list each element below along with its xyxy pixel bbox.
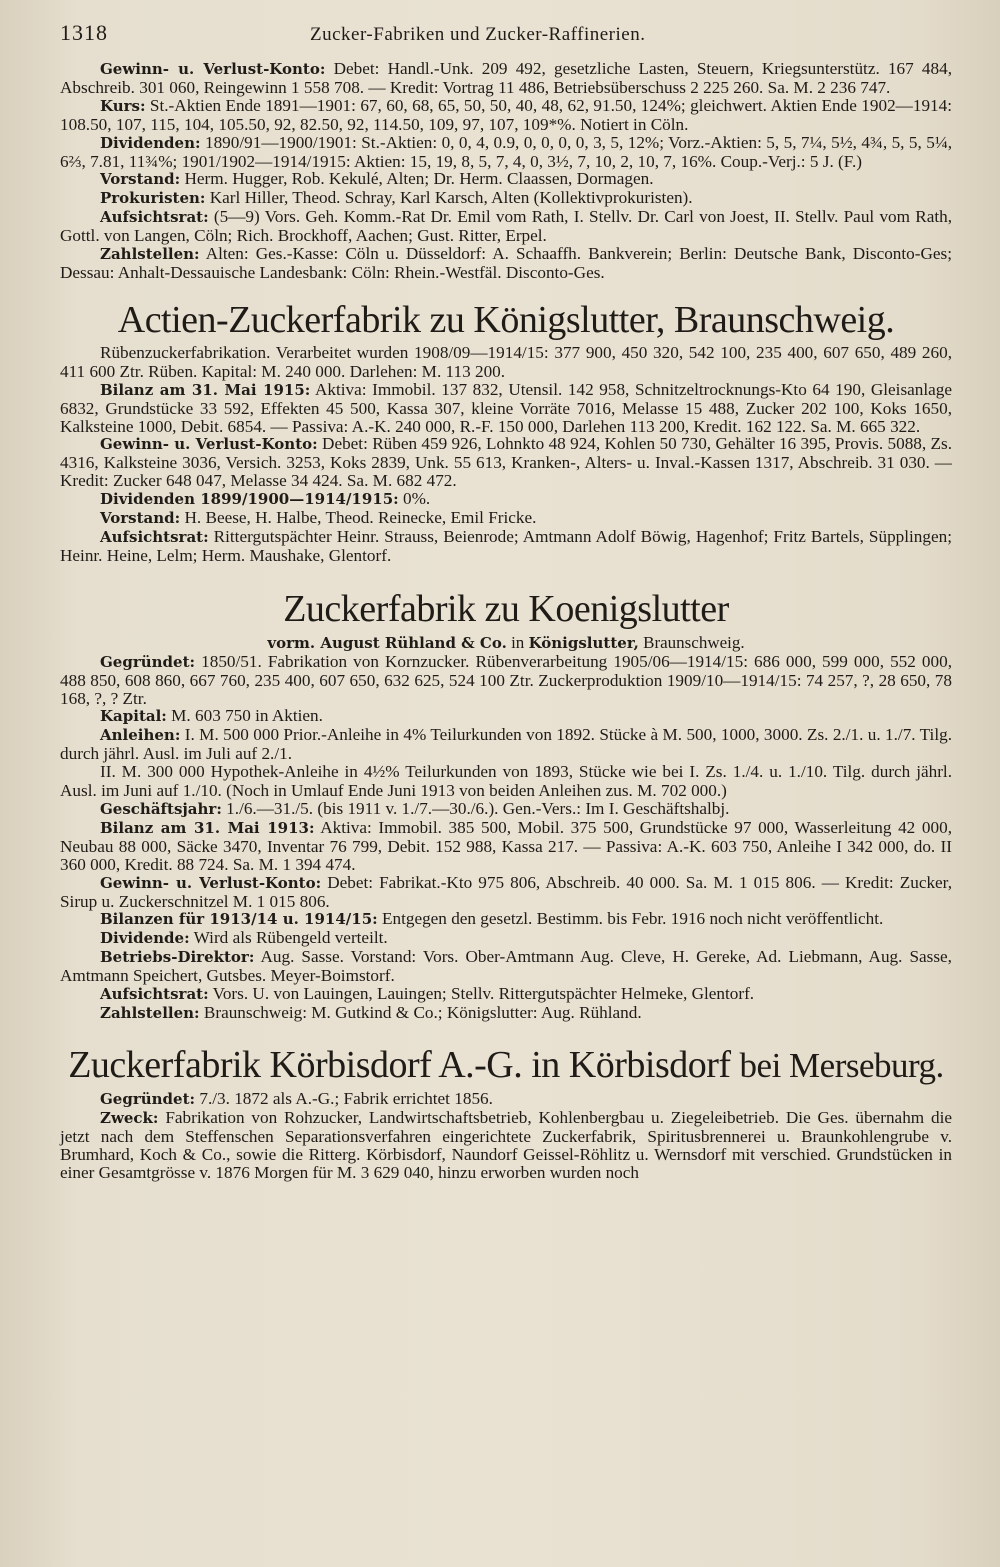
paragraph-text: II. M. 300 000 Hypothek-Anleihe in 4½% Teilurkunden von 1893, Stücke wie bei I. Zs. 1./4. u. 1./10. Tilg. durch jährl. Ausl. im Juni auf 1./10. (Noch in Umlauf Ende Juni 1913 von beiden Anleihen zus. M. 702 000.) bbox=[60, 762, 952, 801]
paragraph-supervisory-board bbox=[60, 985, 952, 1004]
page-number: 1318 bbox=[60, 20, 108, 45]
paragraph-label: Gewinn- u. Verlust-Konto: bbox=[100, 435, 318, 454]
entry-actien-zuckerfabrik-koenigslutter bbox=[60, 344, 952, 565]
paragraph-business bbox=[60, 344, 952, 381]
paragraph-proxies bbox=[60, 189, 952, 208]
paragraph-label: Vorstand: bbox=[100, 509, 181, 528]
paragraph-text: Aktiva: Immobil. 137 832, Utensil. 142 958, Schnitzeltrocknungs-Kto 64 190, Gleisanlage 6832, Grundstücke 33 592, Effekten 45 500, Kassa 307, kleine Vorräte 7016, Melasse 15 488, Zucker 202 100, Koks 1650, Kalksteine 1000, Debit. 6854. — Passiva: A.-K. 240 000, R.-F. 150 000, Darlehen 113 200, Kredit. 162 122. Sa. M. 665 322. bbox=[60, 379, 952, 436]
paragraph-text: Vors. U. von Lauingen, Lauingen; Stellv. Rittergutspächter Helmeke, Glentorf. bbox=[212, 984, 755, 1004]
paragraph-dividend bbox=[60, 929, 952, 948]
paragraph-text: Aug. Sasse. Vorstand: Vors. Ober-Amtmann Aug. Cleve, H. Gereke, Ad. Liebmann, Aug. Sasse, Amtmann Speichert, Gutsbes. Meyer-Boimstorf. bbox=[60, 947, 952, 986]
paragraph-label: Zahlstellen: bbox=[100, 245, 200, 264]
paragraph-label: Kurs: bbox=[100, 96, 146, 115]
paragraph-label: Aufsichtsrat: bbox=[100, 208, 209, 227]
paragraph-text: Alten: Ges.-Kasse: Cöln u. Düsseldorf: A. Schaaffh. Bankverein; Berlin: Deutsche Bank, Disconto-Ges; Dessau: Anhalt-Dessauische Landesbank: Cöln: Rhein.-Westfäl. Disconto-Ges. bbox=[60, 244, 952, 282]
paragraph-fiscal-year bbox=[60, 800, 952, 819]
paragraph-text: Debet: Fabrikat.-Kto 975 806, Abschreib. 40 000. Sa. M. 1 015 806. — Kredit: Zucker, Sirup u. Zuckerschnitzel M. 1 015 806. bbox=[60, 872, 953, 911]
paragraph-profit-loss bbox=[60, 874, 952, 911]
paragraph-text: 0%. bbox=[403, 489, 431, 509]
paragraph-label: Gegründet: bbox=[100, 1089, 196, 1108]
paragraph-label: Vorstand: bbox=[100, 170, 181, 189]
paragraph-text: 7./3. 1872 als A.-G.; Fabrik errichtet 1856. bbox=[199, 1088, 493, 1108]
paragraph-label: Betriebs-Direktor: bbox=[100, 948, 255, 967]
paragraph-founded bbox=[60, 1090, 952, 1109]
paragraph-loans bbox=[60, 726, 952, 763]
paragraph-label: Aufsichtsrat: bbox=[100, 527, 209, 546]
company-title-tail: bei Merseburg. bbox=[739, 1045, 944, 1085]
paragraph-capital bbox=[60, 707, 952, 726]
running-title: Zucker-Fabriken und Zucker-Raffinerien. bbox=[310, 24, 646, 45]
entry-zuckerfabrik-koenigslutter bbox=[60, 653, 952, 1023]
paragraph-label: Gegründet: bbox=[100, 652, 196, 671]
paragraph-label: Bilanz am 31. Mai 1913: bbox=[100, 818, 315, 837]
subtitle-town: Königslutter, bbox=[528, 633, 639, 652]
paragraph-text: Entgegen den gesetzl. Bestimm. bis Febr. 1916 noch nicht veröffentlicht. bbox=[381, 909, 884, 929]
paragraph-text: I. M. 500 000 Prior.-Anleihe in 4% Teilurkunden von 1892. Stücke à M. 500, 1000, 3000. Zs. 2./1. u. 1./7. Tilg. durch jährl. Ausl. im Juli auf 2./1. bbox=[60, 725, 952, 764]
paragraph-label: Dividende: bbox=[100, 929, 190, 948]
paragraph-board bbox=[60, 509, 952, 528]
paragraph-label: Dividenden 1899/1900—1914/1915: bbox=[100, 490, 399, 509]
subtitle-in: in bbox=[511, 632, 525, 652]
paragraph-balance-sheets bbox=[60, 910, 952, 929]
company-title bbox=[60, 1045, 952, 1086]
paragraph-label: Bilanz am 31. Mai 1915: bbox=[100, 380, 311, 399]
paragraph-paying-agents bbox=[60, 245, 952, 282]
paragraph-text: Fabrikation von Rohzucker, Landwirtschaftsbetrieb, Kohlenbergbau u. Ziegeleibetrieb. Die Ges. übernahm die jetzt nach dem Steffenschen Separationsverfahren eingerichtete Zuckerfabrik, Spiritusbrennerei u. Braunkohlengrube v. Brumhard, Koch & Co., sowie die Ritterg. Körbisdorf, Naundorf Geissel-Röhlitz u. Wernsdorf mit verschied. Grundstücken in einer Gesamtgrösse v. 1876 Morgen für M. 3 629 040, hinzu erworben wurden noch bbox=[60, 1107, 952, 1182]
paragraph-profit-loss bbox=[60, 435, 952, 490]
paragraph-dividends bbox=[60, 134, 952, 171]
paragraph-label: Dividenden: bbox=[100, 133, 201, 152]
paragraph-text: Karl Hiller, Theod. Schray, Karl Karsch, Alten (Kollektivprokuristen). bbox=[209, 188, 693, 208]
paragraph-label: Gewinn- u. Verlust-Konto: bbox=[100, 60, 326, 78]
paragraph-text: Debet: Rüben 459 926, Lohnkto 48 924, Kohlen 50 730, Gehälter 16 395, Provis. 5088, Zs. 4316, Kalksteine 3036, Versich. 3253, Koks 2839, Unk. 55 613, Kranken-, Alters- u. Inval.-Kassen 1317, Abschreib. 31 030. — Kredit: Zucker 648 047, Melasse 34 424. Sa. M. 682 472. bbox=[60, 434, 953, 491]
paragraph-text: M. 603 750 in Aktien. bbox=[171, 706, 323, 726]
paragraph-text: Debet: Handl.-Unk. 209 492, gesetzliche Lasten, Steuern, Kriegsunterstütz. 167 484, Abschreib. 301 060, Reingewinn 1 558 708. — Kredit: Vortrag 11 486, Betriebsüberschuss 2 225 260. Sa. M. 2 236 747. bbox=[60, 59, 953, 97]
paragraph-text: 1850/51. Fabrikation von Kornzucker. Rübenverarbeitung 1905/06—1914/15: 686 000, 599 000, 552 000, 488 850, 608 860, 667 760, 235 400, 607 650, 632 625, 524 100 Ztr. Zuckerproduktion 1909/10—1914/15: 74 257, ?, 28 650, 78 168, ?, ? Ztr. bbox=[60, 651, 952, 708]
paragraph-label: Bilanzen für 1913/14 u. 1914/15: bbox=[100, 910, 378, 929]
company-title: Actien-Zuckerfabrik zu Königslutter, Braunschweig. bbox=[117, 298, 895, 341]
paragraph-text: Rittergutspächter Heinr. Strauss, Beienrode; Amtmann Adolf Böwig, Hagenhof; Fritz Bartels, Süpplingen; Heinr. Heine, Lelm; Herm. Maushake, Glentorf. bbox=[60, 526, 952, 565]
paragraph-founded bbox=[60, 653, 952, 708]
company-subtitle bbox=[60, 633, 952, 653]
paragraph-board bbox=[60, 170, 952, 189]
subtitle-region: Braunschweig. bbox=[643, 632, 745, 652]
paragraph-text: Rübenzuckerfabrikation. Verarbeitet wurden 1908/09—1914/15: 377 900, 450 320, 542 100, 235 400, 607 650, 489 260, 411 600 Ztr. Rüben. Kapital: M. 240 000. Darlehen: M. 113 200. bbox=[60, 342, 952, 381]
entry-continued bbox=[60, 60, 952, 282]
paragraph-label: Zahlstellen: bbox=[100, 1003, 200, 1022]
paragraph-balance bbox=[60, 381, 952, 436]
paragraph-text: Wird als Rübengeld verteilt. bbox=[193, 928, 388, 948]
paragraph-profit-loss bbox=[60, 60, 952, 97]
paragraph-supervisory-board bbox=[60, 208, 952, 245]
paragraph-label: Prokuristen: bbox=[100, 189, 206, 208]
paragraph-label: Anleihen: bbox=[100, 726, 181, 745]
running-head bbox=[60, 20, 952, 54]
paragraph-text: 1890/91—1900/1901: St.-Aktien: 0, 0, 4, 0.9, 0, 0, 0, 0, 3, 5, 12%; Vorz.-Aktien: 5, 5, 7¼, 5½, 4¾, 5, 5, 5¼, 6⅔, 7.81, 11¾%; 1901/1902—1914/1915: Aktien: 15, 19, 8, 5, 7, 4, 0, 3½, 7, 10, 2, 10, 7, 16%. Coup.-Verj.: 5 J. (F.) bbox=[60, 132, 953, 171]
paragraph-text: H. Beese, H. Halbe, Theod. Reinecke, Emil Fricke. bbox=[184, 508, 537, 528]
company-title: Zuckerfabrik zu Koenigslutter bbox=[283, 587, 729, 630]
paragraph-label: Kapital: bbox=[100, 707, 167, 726]
paragraph-supervisory-board bbox=[60, 528, 952, 565]
paragraph-label: Zweck: bbox=[100, 1108, 159, 1127]
paragraph-paying-agents bbox=[60, 1004, 952, 1023]
company-title-main: Zuckerfabrik Körbisdorf A.-G. in Körbisdorf bbox=[68, 1043, 731, 1086]
paragraph-loan-two bbox=[60, 763, 952, 800]
paragraph-text: (5—9) Vors. Geh. Komm.-Rat Dr. Emil vom Rath, I. Stellv. Dr. Carl von Joest, II. Stellv. Paul vom Rath, Gottl. von Langen, Cöln; Rich. Brockhoff, Aachen; Gust. Ritter, Erpel. bbox=[60, 207, 953, 246]
subtitle-former-name: vorm. August Rühland & Co. bbox=[267, 633, 507, 652]
paragraph-text: Braunschweig: M. Gutkind & Co.; Königslutter: Aug. Rühland. bbox=[203, 1002, 642, 1022]
paragraph-text: 1./6.—31./5. (bis 1911 v. 1./7.—30./6.). Gen.-Vers.: Im I. Geschäftshalbj. bbox=[226, 799, 730, 818]
paragraph-purpose bbox=[60, 1109, 952, 1182]
paragraph-text: St.-Aktien Ende 1891—1901: 67, 60, 68, 65, 50, 50, 40, 48, 62, 91.50, 124%; gleichwert. Aktien Ende 1902—1914: 108.50, 107, 115, 104, 105.50, 92, 82.50, 92, 114.50, 109, 97, 107, 109*%. Notiert in Cöln. bbox=[60, 95, 952, 134]
paragraph-dividends bbox=[60, 490, 952, 509]
paragraph-label: Aufsichtsrat: bbox=[100, 985, 209, 1004]
paragraph-text: Aktiva: Immobil. 385 500, Mobil. 375 500, Grundstücke 97 000, Wasserleitung 42 000, Neubau 88 000, Säcke 3470, Inventar 76 799, Debit. 152 988, Kassa 217. — Passiva: A.-K. 603 750, Anleihe I 342 000, do. II 360 000, Kredit. 88 724. Sa. M. 1 394 474. bbox=[60, 817, 952, 874]
paragraph-balance bbox=[60, 819, 952, 874]
paragraph-share-price bbox=[60, 97, 952, 134]
entry-zuckerfabrik-koerbisdorf bbox=[60, 1090, 952, 1182]
paragraph-text: Herm. Hugger, Rob. Kekulé, Alten; Dr. Herm. Claassen, Dormagen. bbox=[184, 169, 654, 189]
paragraph-label: Geschäftsjahr: bbox=[100, 800, 222, 818]
paragraph-director bbox=[60, 948, 952, 985]
paragraph-label: Gewinn- u. Verlust-Konto: bbox=[100, 873, 322, 892]
